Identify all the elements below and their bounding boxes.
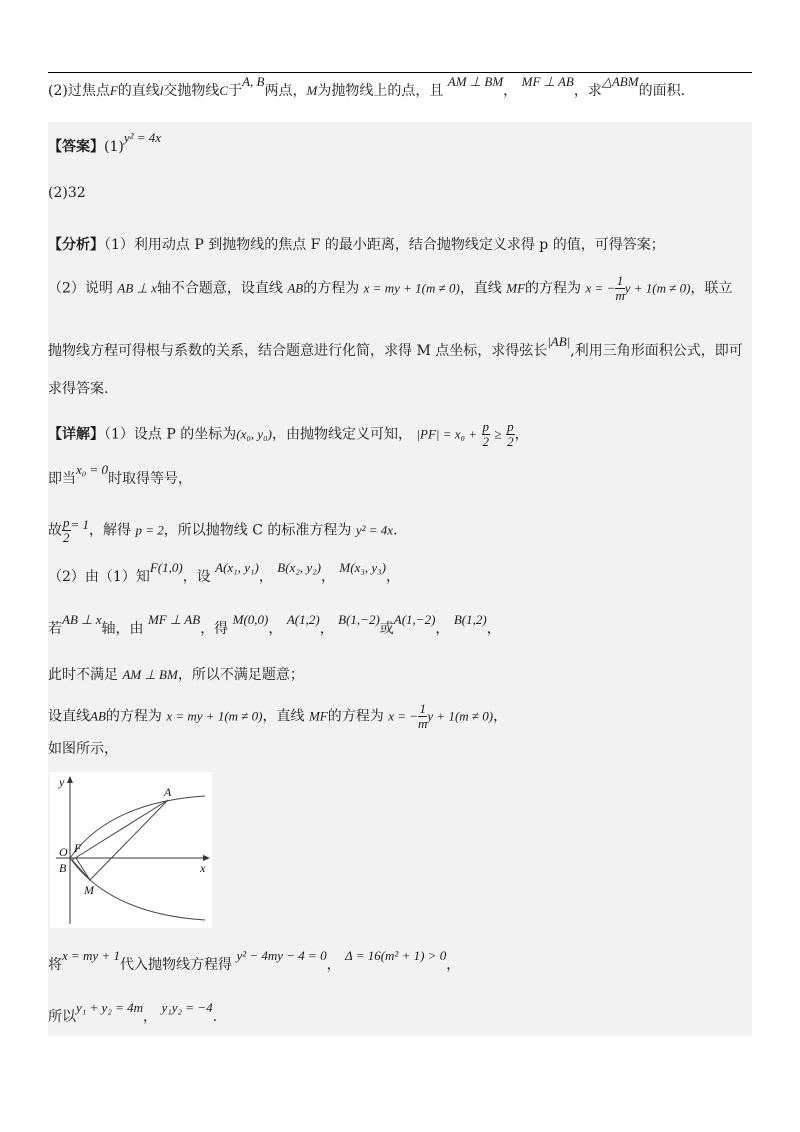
- math-quadratic: y² − 4my − 4 = 0: [236, 948, 327, 963]
- math-A2: A(1,−2): [393, 612, 436, 627]
- detail-text: ，解得: [89, 522, 132, 539]
- frac-numerator: 1: [419, 701, 426, 716]
- analysis-text: 的方程为: [525, 280, 582, 297]
- detail-text: ，: [319, 621, 334, 637]
- analysis-text: （1）利用动点 P 到抛物线的焦点 F 的最小距离，结合抛物线定义求得 p 的值，可得答案；: [104, 237, 665, 253]
- detail-text: ，: [326, 957, 341, 973]
- detail-text: ，: [143, 1009, 158, 1025]
- frac-denominator: 2: [482, 434, 490, 449]
- detail-text: 此时不满足: [48, 667, 118, 683]
- detail-text: ，: [386, 569, 400, 585]
- math-AB: AB: [90, 708, 106, 724]
- detail-text: 设直线: [48, 708, 90, 725]
- top-rule: [48, 72, 752, 73]
- question-line: [48, 74, 686, 102]
- frac-numerator: p: [482, 419, 490, 434]
- math-answer1: y² = 4x: [123, 130, 162, 145]
- parabola-diagram: [50, 772, 212, 928]
- math-C: C: [219, 83, 229, 98]
- detail-text: （1）设点 P 的坐标为: [104, 426, 237, 443]
- question-text: 于: [228, 83, 243, 99]
- frac-denominator: 2: [507, 434, 514, 449]
- answer-part2-text: (2)32: [48, 185, 86, 201]
- detail-line-7: [48, 702, 507, 731]
- label-x: x: [200, 861, 206, 875]
- detail-text: 或: [379, 621, 394, 637]
- detail-text: ，: [320, 569, 335, 585]
- detail-text: ，: [486, 621, 501, 637]
- detail-text: 将: [48, 957, 62, 973]
- analysis-text: （2）说明: [48, 280, 113, 297]
- math-fraction: [506, 420, 515, 449]
- answer-label: 【答案】: [48, 139, 104, 155]
- math-p-equals-2: p = 2: [135, 522, 164, 538]
- math-AB: AB: [287, 280, 304, 296]
- math-discriminant: Δ = 16(m² + 1) > 0: [345, 948, 447, 963]
- detail-text: ，所以不满足题意；: [177, 667, 304, 683]
- detail-line-9: [48, 948, 461, 976]
- answer-part1: (1): [104, 139, 124, 155]
- answer-part2: [48, 182, 86, 204]
- math-line-mf-eq-rest: y + 1(m ≠ 0): [624, 280, 691, 296]
- detail-line-10: [48, 1000, 218, 1028]
- question-text: 两点，: [264, 83, 307, 99]
- question-text: ，: [503, 83, 518, 99]
- detail-text: 的方程为: [327, 708, 384, 725]
- math-substitution: x = my + 1: [62, 948, 120, 963]
- analysis-text: 轴不合题意，设直线: [156, 280, 283, 297]
- label-O: O: [59, 845, 68, 859]
- math-ab-perp-x: AB ⊥ x: [117, 280, 157, 296]
- detail-label: 【详解】: [48, 426, 104, 443]
- label-B: B: [59, 861, 67, 875]
- math-root-product: y₁y₂ = −4: [161, 1000, 213, 1015]
- detail-text: ，: [514, 426, 529, 443]
- analysis-line-1: [48, 234, 665, 256]
- segment-mf: [76, 858, 90, 880]
- analysis-text: ，联立: [690, 280, 733, 297]
- math-A-coord: A(x₁, y₁): [215, 560, 259, 575]
- math-line-ab-eq: x = my + 1(m ≠ 0): [166, 708, 263, 724]
- detail-text: 如图所示，: [48, 741, 118, 757]
- question-text: 的面积.: [638, 83, 686, 99]
- math-A1: A(1,2): [286, 612, 320, 627]
- math-cond-am-bm: AM ⊥ BM: [447, 74, 504, 89]
- detail-text: 所以: [48, 1009, 76, 1025]
- answer-line: [48, 130, 162, 158]
- detail-text: 故: [48, 522, 62, 539]
- math-ab-perp-x: AB ⊥ x: [62, 612, 102, 627]
- y-axis-arrow: [67, 776, 73, 783]
- math-mf-perp-ab: MF ⊥ AB: [147, 612, 201, 627]
- analysis-text: 的方程为: [303, 280, 360, 297]
- math-pf-eq: |PF| = x₀ +: [416, 426, 478, 442]
- chord-ab: [72, 800, 168, 860]
- detail-text: 的方程为: [105, 708, 162, 725]
- math-AB-points: A, B: [242, 74, 265, 89]
- label-F: F: [74, 841, 82, 855]
- detail-line-3: [48, 516, 398, 545]
- detail-text: ，: [435, 621, 450, 637]
- math-line-mf-eq: x = −: [585, 280, 616, 296]
- question-text: 的直线: [117, 83, 160, 99]
- math-cond-mf-ab: MF ⊥ AB: [521, 74, 574, 89]
- detail-line-1: [48, 420, 529, 449]
- frac-numerator: p: [507, 419, 514, 434]
- math-F: F: [109, 83, 118, 98]
- analysis-line-2: [48, 274, 732, 303]
- math-ge: ≥: [494, 426, 502, 442]
- frac-denominator: 2: [63, 530, 70, 545]
- math-p-coord: (x₀, y₀): [236, 426, 272, 442]
- detail-text: 代入抛物线方程得: [119, 957, 232, 973]
- detail-text: 轴，由: [101, 621, 144, 637]
- detail-text: ，: [268, 621, 283, 637]
- question-text: (2)过焦点: [48, 83, 110, 99]
- detail-text: ，由抛物线定义可知，: [271, 426, 412, 443]
- detail-text: ，所以抛物线 C 的标准方程为: [163, 522, 352, 539]
- detail-text: 时取得等号，: [108, 471, 193, 487]
- math-l: l: [159, 83, 164, 98]
- math-fraction: [615, 274, 624, 303]
- detail-line-4: [48, 560, 400, 588]
- math-B-coord: B(x₂, y₂): [277, 560, 321, 575]
- math-MF: MF: [506, 280, 526, 296]
- frac-numerator: 1: [616, 273, 624, 288]
- math-F-coord: F(1,0): [149, 560, 183, 575]
- detail-text: ，直线: [262, 708, 305, 725]
- analysis-text: ,利用三角形面积公式，即可: [570, 343, 743, 359]
- math-MF: MF: [308, 708, 328, 724]
- detail-text: .: [393, 522, 398, 539]
- math-fraction: [62, 516, 71, 545]
- detail-text: （2）由（1）知: [48, 569, 150, 585]
- parabola-figure: [50, 772, 212, 928]
- math-M: M: [306, 83, 318, 98]
- math-abs-ab: |AB|: [547, 334, 571, 349]
- detail-line-2: [48, 462, 193, 490]
- detail-line-6: [48, 664, 304, 686]
- analysis-label: 【分析】: [48, 237, 104, 253]
- analysis-text: 求得答案.: [48, 381, 109, 397]
- frac-numerator: p: [63, 515, 70, 530]
- analysis-line-4: [48, 378, 108, 400]
- math-M-origin: M(0,0): [232, 612, 269, 627]
- math-line-ab-eq: x = my + 1(m ≠ 0): [363, 280, 460, 296]
- detail-text: 即当: [48, 471, 76, 487]
- detail-text: 若: [48, 621, 62, 637]
- label-y: y: [59, 775, 65, 789]
- analysis-text: 抛物线方程可得根与系数的关系，结合题意进行化简，求得 M 点坐标，求得弦长: [48, 343, 548, 359]
- math-x0-zero: x₀ = 0: [76, 462, 109, 477]
- math-M-coord: M(x₃, y₃): [339, 560, 386, 575]
- math-triangle: △ABM: [601, 74, 639, 89]
- detail-line-8: [48, 738, 118, 760]
- detail-text: ，设: [182, 569, 211, 585]
- math-line-mf-eq-rest: y + 1(m ≠ 0): [427, 708, 494, 724]
- detail-text: .: [212, 1009, 218, 1025]
- analysis-line-3: [48, 334, 743, 362]
- detail-text: ，得: [200, 621, 229, 637]
- question-text: 为抛物线上的点，且: [317, 83, 444, 99]
- math-fraction: [482, 420, 491, 449]
- math-standard-equation: y² = 4x: [355, 522, 394, 538]
- math-B2: B(1,2): [453, 612, 487, 627]
- math-line-mf-eq: x = −: [388, 708, 419, 724]
- frac-denominator: m: [615, 288, 625, 303]
- math-cond-am-bm: AM ⊥ BM: [122, 667, 178, 682]
- detail-text: ，: [446, 957, 461, 973]
- question-text: ，求: [573, 83, 602, 99]
- label-A: A: [164, 785, 172, 799]
- math-eq-one: = 1: [70, 516, 90, 532]
- detail-line-5: [48, 612, 501, 640]
- label-M: M: [84, 883, 94, 897]
- question-text: 交抛物线: [163, 83, 220, 99]
- math-fraction: [418, 702, 427, 731]
- detail-text: ，: [493, 708, 508, 725]
- math-root-sum: y₁ + y₂ = 4m: [76, 1000, 144, 1015]
- analysis-text: ，直线: [459, 280, 502, 297]
- frac-denominator: m: [418, 716, 428, 731]
- math-B1: B(1,−2): [338, 612, 380, 627]
- detail-text: ，: [258, 569, 273, 585]
- segment-bm: [72, 860, 90, 880]
